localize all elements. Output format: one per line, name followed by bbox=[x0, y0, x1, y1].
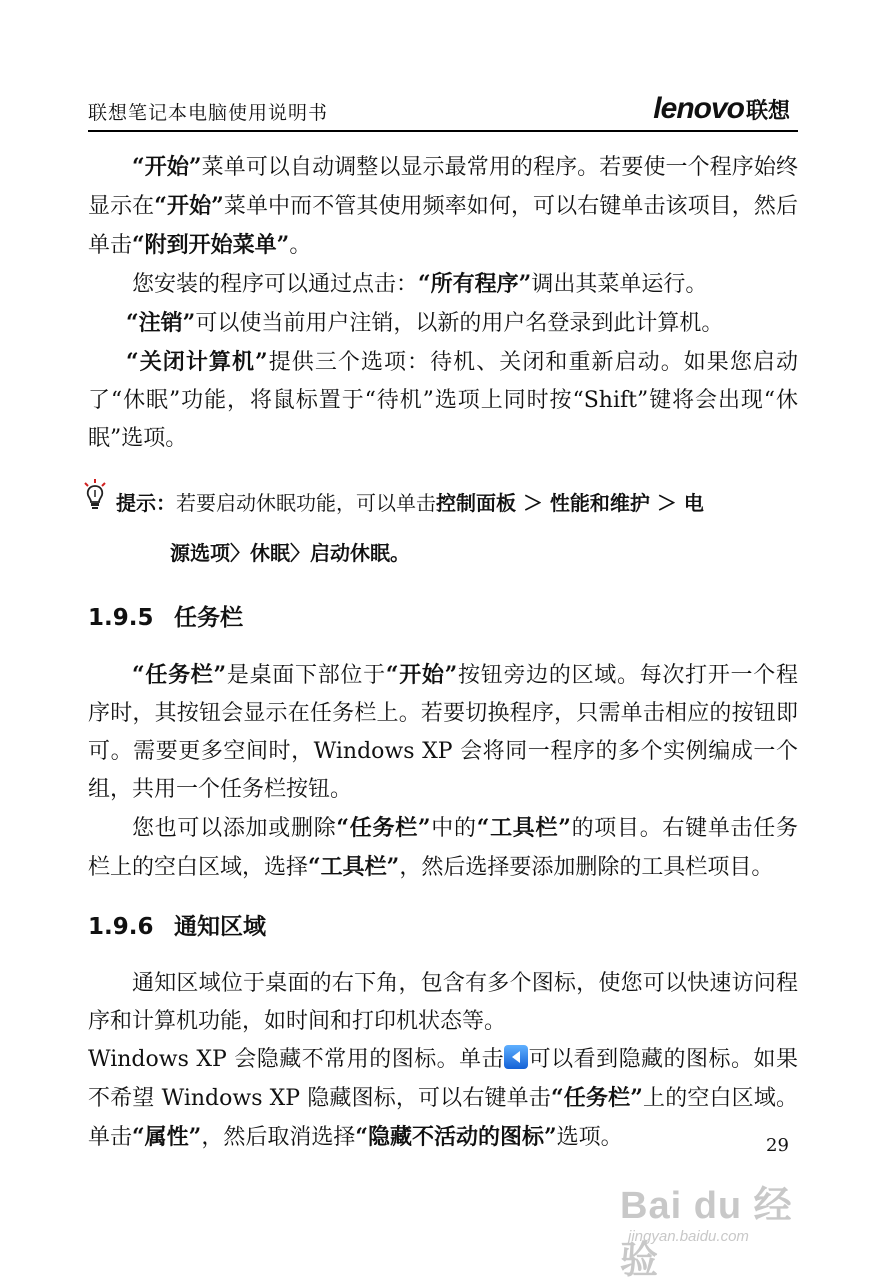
header-title: 联想笔记本电脑使用说明书 bbox=[88, 102, 329, 124]
paragraph-start-menu: “开始”菜单可以自动调整以显示最常用的程序。若要使一个程序始终显示在“开始”菜单中而不管其使用频率如何，可以右键单击该项目，然后单击“附到开始菜单”。 bbox=[88, 154, 798, 258]
tip-line-2: 源选项〉休眠〉启动休眠。 bbox=[170, 541, 410, 565]
page-number: 29 bbox=[766, 1135, 789, 1156]
tip-box bbox=[88, 478, 798, 578]
paragraph-taskbar-2: 您也可以添加或删除“任务栏”中的“工具栏”的项目。右键单击任务栏上的空白区域，选择“工具栏”，然后选择要添加删除的工具栏项目。 bbox=[88, 815, 798, 880]
paragraph-logoff: “注销”可以使当前用户注销，以新的用户名登录到此计算机。 bbox=[126, 310, 724, 336]
paragraph-notification-2: Windows XP 会隐藏不常用的图标。单击 可以看到隐藏的图标。如果不希望 Windows XP 隐藏图标，可以右键单击“任务栏”上的空白区域。单击“属性”，然后取消选择“隐藏不活动的图标”选项。 bbox=[88, 1047, 798, 1150]
page-content bbox=[88, 148, 798, 1157]
show-hidden-icons-icon bbox=[504, 1045, 528, 1069]
page-header bbox=[88, 92, 798, 132]
paragraph-notification-1: 通知区域位于桌面的右下角，包含有多个图标，使您可以快速访问程序和计算机功能，如时间和打印机状态等。 bbox=[88, 971, 798, 1034]
section-heading-notification-area: 1.9.6 通知区域 bbox=[88, 914, 266, 940]
paragraph-taskbar-1: “任务栏”是桌面下部位于“开始”按钮旁边的区域。每次打开一个程序时，其按钮会显示在任务栏上。若要切换程序，只需单击相应的按钮即可。需要更多空间时，Windows XP 会将同一程序的多个实例编成一个组，共用一个任务栏按钮。 bbox=[88, 662, 798, 802]
baidu-watermark: Bai du 经验 jingyan.baidu.com bbox=[620, 1185, 793, 1282]
tip-line-1: 提示：若要启动休眠功能，可以单击控制面板 ＞ 性能和维护 ＞ 电 bbox=[116, 491, 704, 515]
paragraph-all-programs: 您安装的程序可以通过点击：“所有程序”调出其菜单运行。 bbox=[132, 271, 708, 297]
lightbulb-icon bbox=[82, 478, 108, 510]
paragraph-shutdown: “关闭计算机”提供三个选项：待机、关闭和重新启动。如果您启动了“休眠”功能，将鼠标置于“待机”选项上同时按“Shift”键将会出现“休眠”选项。 bbox=[88, 349, 798, 451]
section-heading-taskbar: 1.9.5 任务栏 bbox=[88, 605, 243, 631]
lenovo-logo: lenovo联想 bbox=[653, 92, 790, 125]
